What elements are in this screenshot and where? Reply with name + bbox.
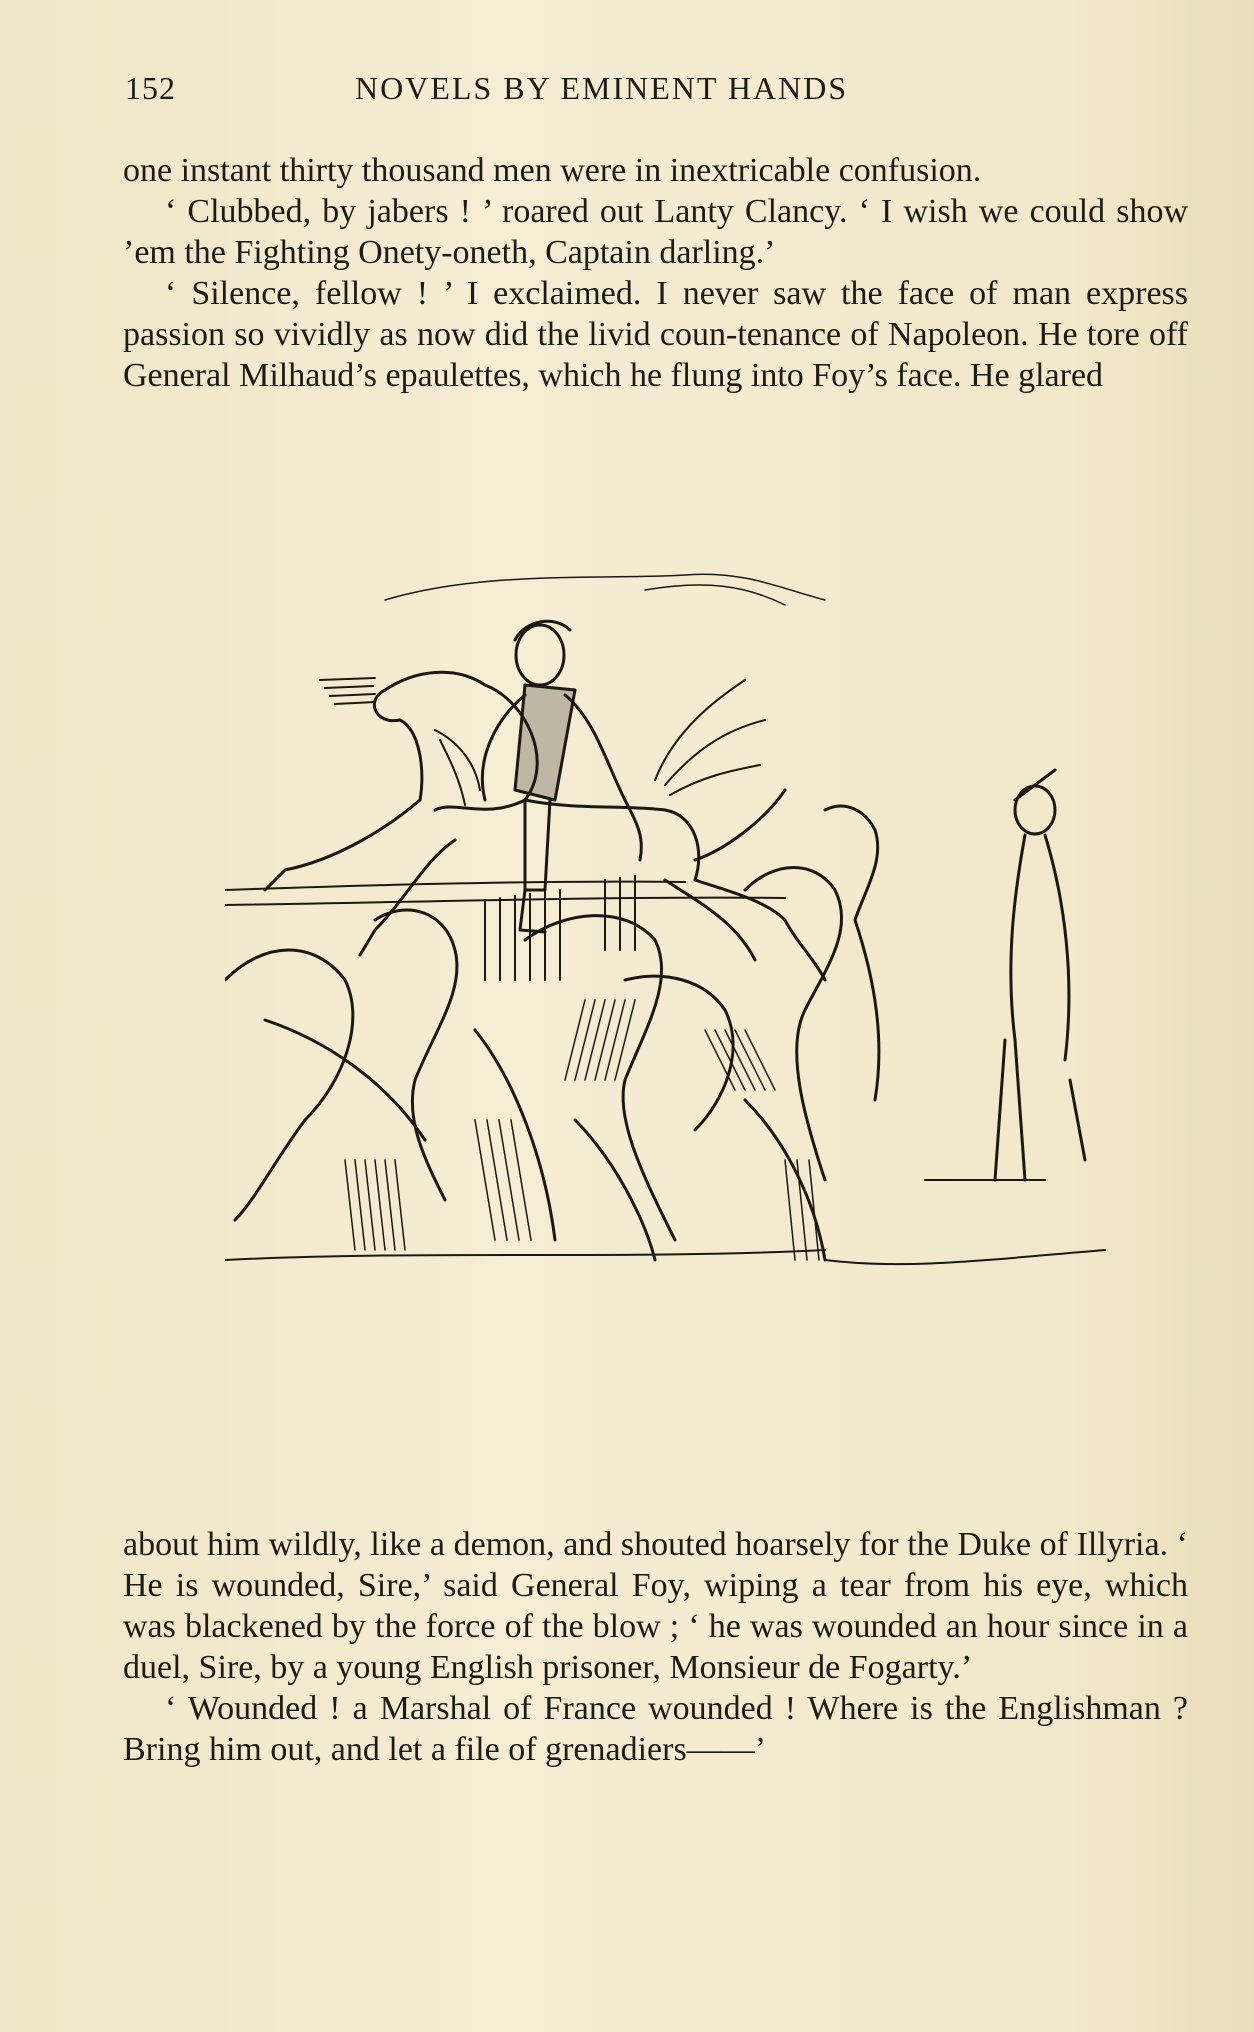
page-header <box>125 70 1185 114</box>
running-title: NOVELS BY EMINENT HANDS <box>355 70 849 106</box>
paragraph: one instant thirty thousand men were in inextricable confusion. <box>123 152 982 189</box>
paragraph: ‘ Wounded ! a Marshal of France wounded ! Where is the Englishman ? Bring him out, and let a file of grenadiers——’ <box>123 1690 1188 1768</box>
paragraph: ‘ Silence, fellow ! ’ I exclaimed. I never saw the face of man express passion so vividly as now did the livid coun-tenance of Napoleon. He tore off General Milhaud’s epaulettes, which he flung into Foy’s face. He glared <box>123 275 1188 394</box>
body-text-top <box>123 150 1188 396</box>
engraving-illustration <box>225 560 1115 1480</box>
page-number: 152 <box>125 70 176 106</box>
horseman-engraving <box>225 560 1115 1480</box>
paragraph: about him wildly, like a demon, and shouted hoarsely for the Duke of Illyria. ‘ He is wounded, Sire,’ said General Foy, wiping a tear from his eye, which was blackened by the force of the blow ; ‘ he was wounded an hour since in a duel, Sire, by a young English prisoner, Monsieur de Fogarty.’ <box>123 1526 1188 1686</box>
body-text-bottom <box>123 1524 1188 1770</box>
paragraph: ‘ Clubbed, by jabers ! ’ roared out Lanty Clancy. ‘ I wish we could show ’em the Fighting Onety-oneth, Captain darling.’ <box>123 193 1188 271</box>
